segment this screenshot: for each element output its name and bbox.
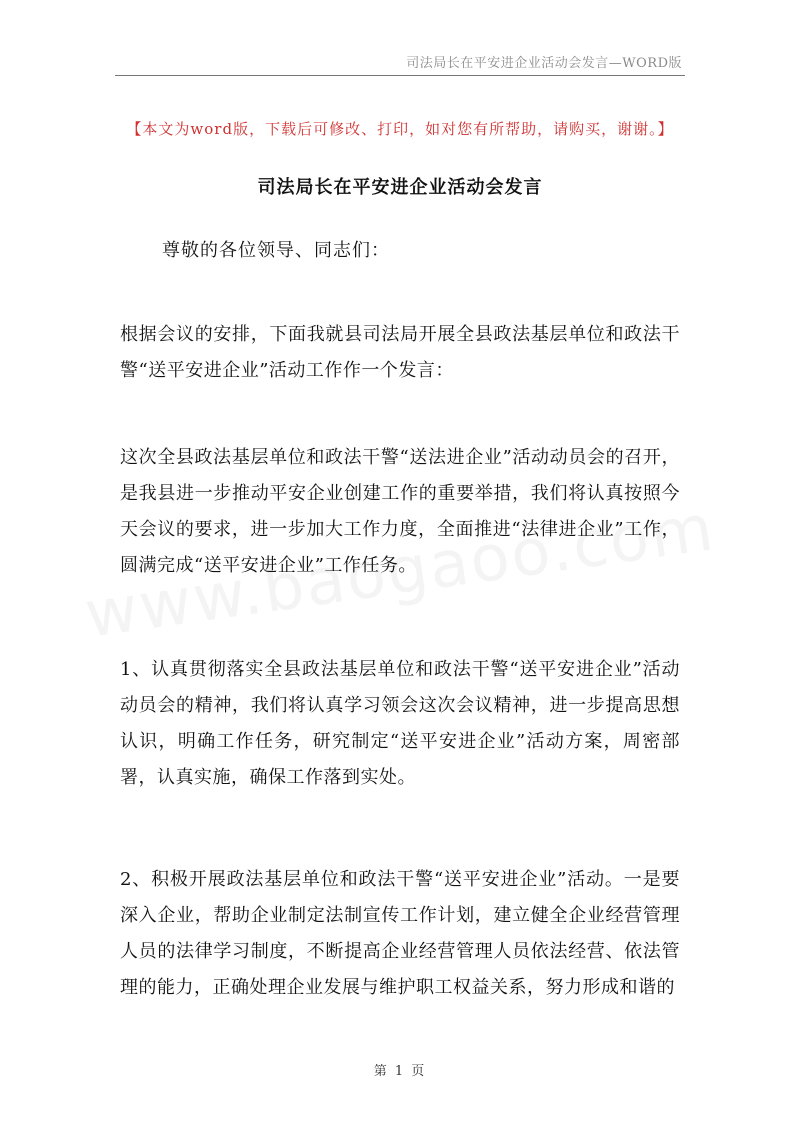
- document-title: 司法局长在平安进企业活动会发言: [257, 177, 543, 198]
- header-divider: [115, 75, 685, 76]
- page-number: 第 1 页: [373, 1064, 427, 1079]
- paragraph-4: 2、积极开展政法基层单位和政法干警“送平安进企业”活动。一是要深入企业，帮助企业制定法制宣传工作计划，建立健全企业经营管理人员的法律学习制度，不断提高企业经营管理人员依法经营、依法管理的能力，正确处理企业发展与维护职工权益关系，努力形成和谐的: [120, 869, 680, 998]
- paragraph-3: 1、认真贯彻落实全县政法基层单位和政法干警“送平安进企业”活动动员会的精神，我们将认真学习领会这次会议精神，进一步提高思想认识，明确工作任务，研究制定“送平安进企业”活动方案，周密部署，认真实施，确保工作落到实处。: [120, 659, 680, 788]
- running-header: 司法局长在平安进企业活动会发言—WORD版: [406, 56, 682, 71]
- purchase-notice: 【本文为word版，下载后可修改、打印，如对您有所帮助，请购买，谢谢。】: [126, 120, 674, 138]
- greeting: 尊敬的各位领导、同志们：: [162, 240, 390, 261]
- paragraph-2: 这次全县政法基层单位和政法干警“送法进企业”活动动员会的召开，是我县进一步推动平安企业创建工作的重要举措，我们将认真按照今天会议的要求，进一步加大工作力度，全面推进“法律进企业”工作，圆满完成“送平安进企业”工作任务。: [120, 447, 680, 576]
- paragraph-1: 根据会议的安排，下面我就县司法局开展全县政法基层单位和政法干警“送平安进企业”活动工作作一个发言：: [120, 324, 680, 381]
